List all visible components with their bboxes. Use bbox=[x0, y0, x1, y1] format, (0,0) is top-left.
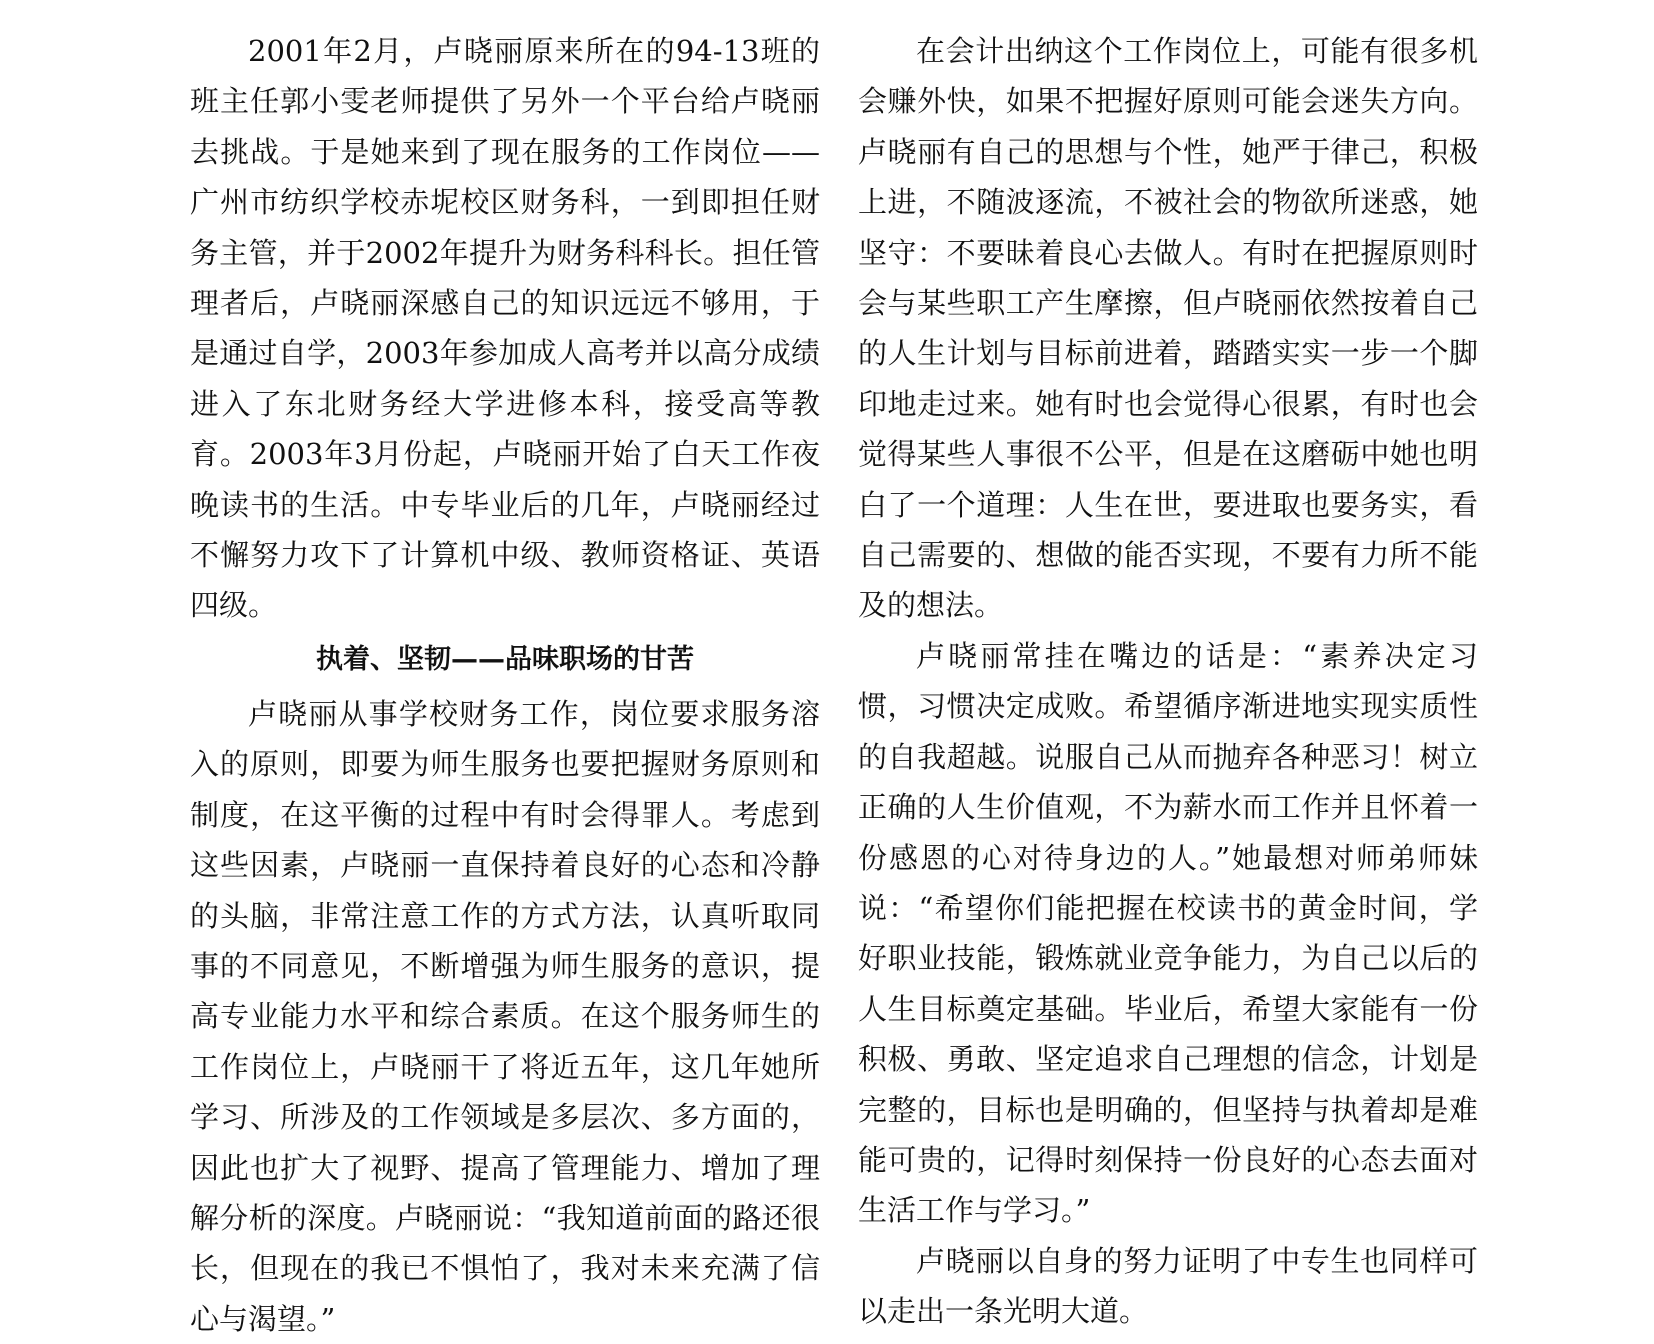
section-heading: 执着、坚韧——品味职场的甘苦 bbox=[316, 643, 694, 675]
paragraph-finance-work: 卢晓丽从事学校财务工作，岗位要求服务溶入的原则，即要为师生服务也要把握财务原则和制度，在这平衡的过程中有时会得罪人。考虑到这些因素，卢晓丽一直保持着良好的心态和冷静的头脑，非常注意工作的方式方法，认真听取同事的不同意见，不断增强为师生服务的意识，提高专业能力水平和综合素质。在这个服务师生的工作岗位上，卢晓丽干了将近五年，这几年她所学习、所涉及的工作领域是多层次、多方面的，因此也扩大了视野、提高了管理能力、增加了理解分析的深度。卢晓丽说：“我知道前面的路还很长，但现在的我已不惧怕了，我对未来充满了信心与渴望。” bbox=[190, 696, 820, 1336]
right-column bbox=[858, 26, 1478, 1337]
paragraph-motto: 卢晓丽常挂在嘴边的话是：“素养决定习惯，习惯决定成败。希望循序渐进地实现实质性的自我超越。说服自己从而抛弃各种恶习！树立正确的人生价值观，不为薪水而工作并且怀着一份感恩的心对待身边的人。”她最想对师弟师妹说：“希望你们能把握在校读书的黄金时间，学好职业技能，锻炼就业竞争能力，为自己以后的人生目标奠定基础。毕业后，希望大家能有一份积极、勇敢、坚定追求自己理想的信念，计划是完整的，目标也是明确的，但坚持与执着却是难能可贵的，记得时刻保持一份良好的心态去面对生活工作与学习。” bbox=[858, 638, 1478, 1228]
paragraph-principles: 在会计出纳这个工作岗位上，可能有很多机会赚外快，如果不把握好原则可能会迷失方向。卢晓丽有自己的思想与个性，她严于律己，积极上进，不随波逐流，不被社会的物欲所迷惑，她坚守：不要昧着良心去做人。有时在把握原则时会与某些职工产生摩擦，但卢晓丽依然按着自己的人生计划与目标前进着，踏踏实实一步一个脚印地走过来。她有时也会觉得心很累，有时也会觉得某些人事很不公平，但是在这磨砺中她也明白了一个道理：人生在世，要进取也要务实，看自己需要的、想做的能否实现，不要有力所不能及的想法。 bbox=[858, 34, 1478, 623]
paragraph-career-history: 2001年2月，卢晓丽原来所在的94-13班的班主任郭小雯老师提供了另外一个平台给卢晓丽去挑战。于是她来到了现在服务的工作岗位——广州市纺织学校赤坭校区财务科，一到即担任财务主管，并于2002年提升为财务科科长。担任管理者后，卢晓丽深感自己的知识远远不够用，于是通过自学，2003年参加成人高考并以高分成绩进入了东北财务经大学进修本科，接受高等教育。2003年3月份起，卢晓丽开始了白天工作夜晚读书的生活。中专毕业后的几年，卢晓丽经过不懈努力攻下了计算机中级、教师资格证、英语四级。 bbox=[190, 34, 820, 623]
left-column bbox=[190, 26, 820, 1344]
paragraph-conclusion: 卢晓丽以自身的努力证明了中专生也同样可以走出一条光明大道。 bbox=[858, 1243, 1478, 1329]
